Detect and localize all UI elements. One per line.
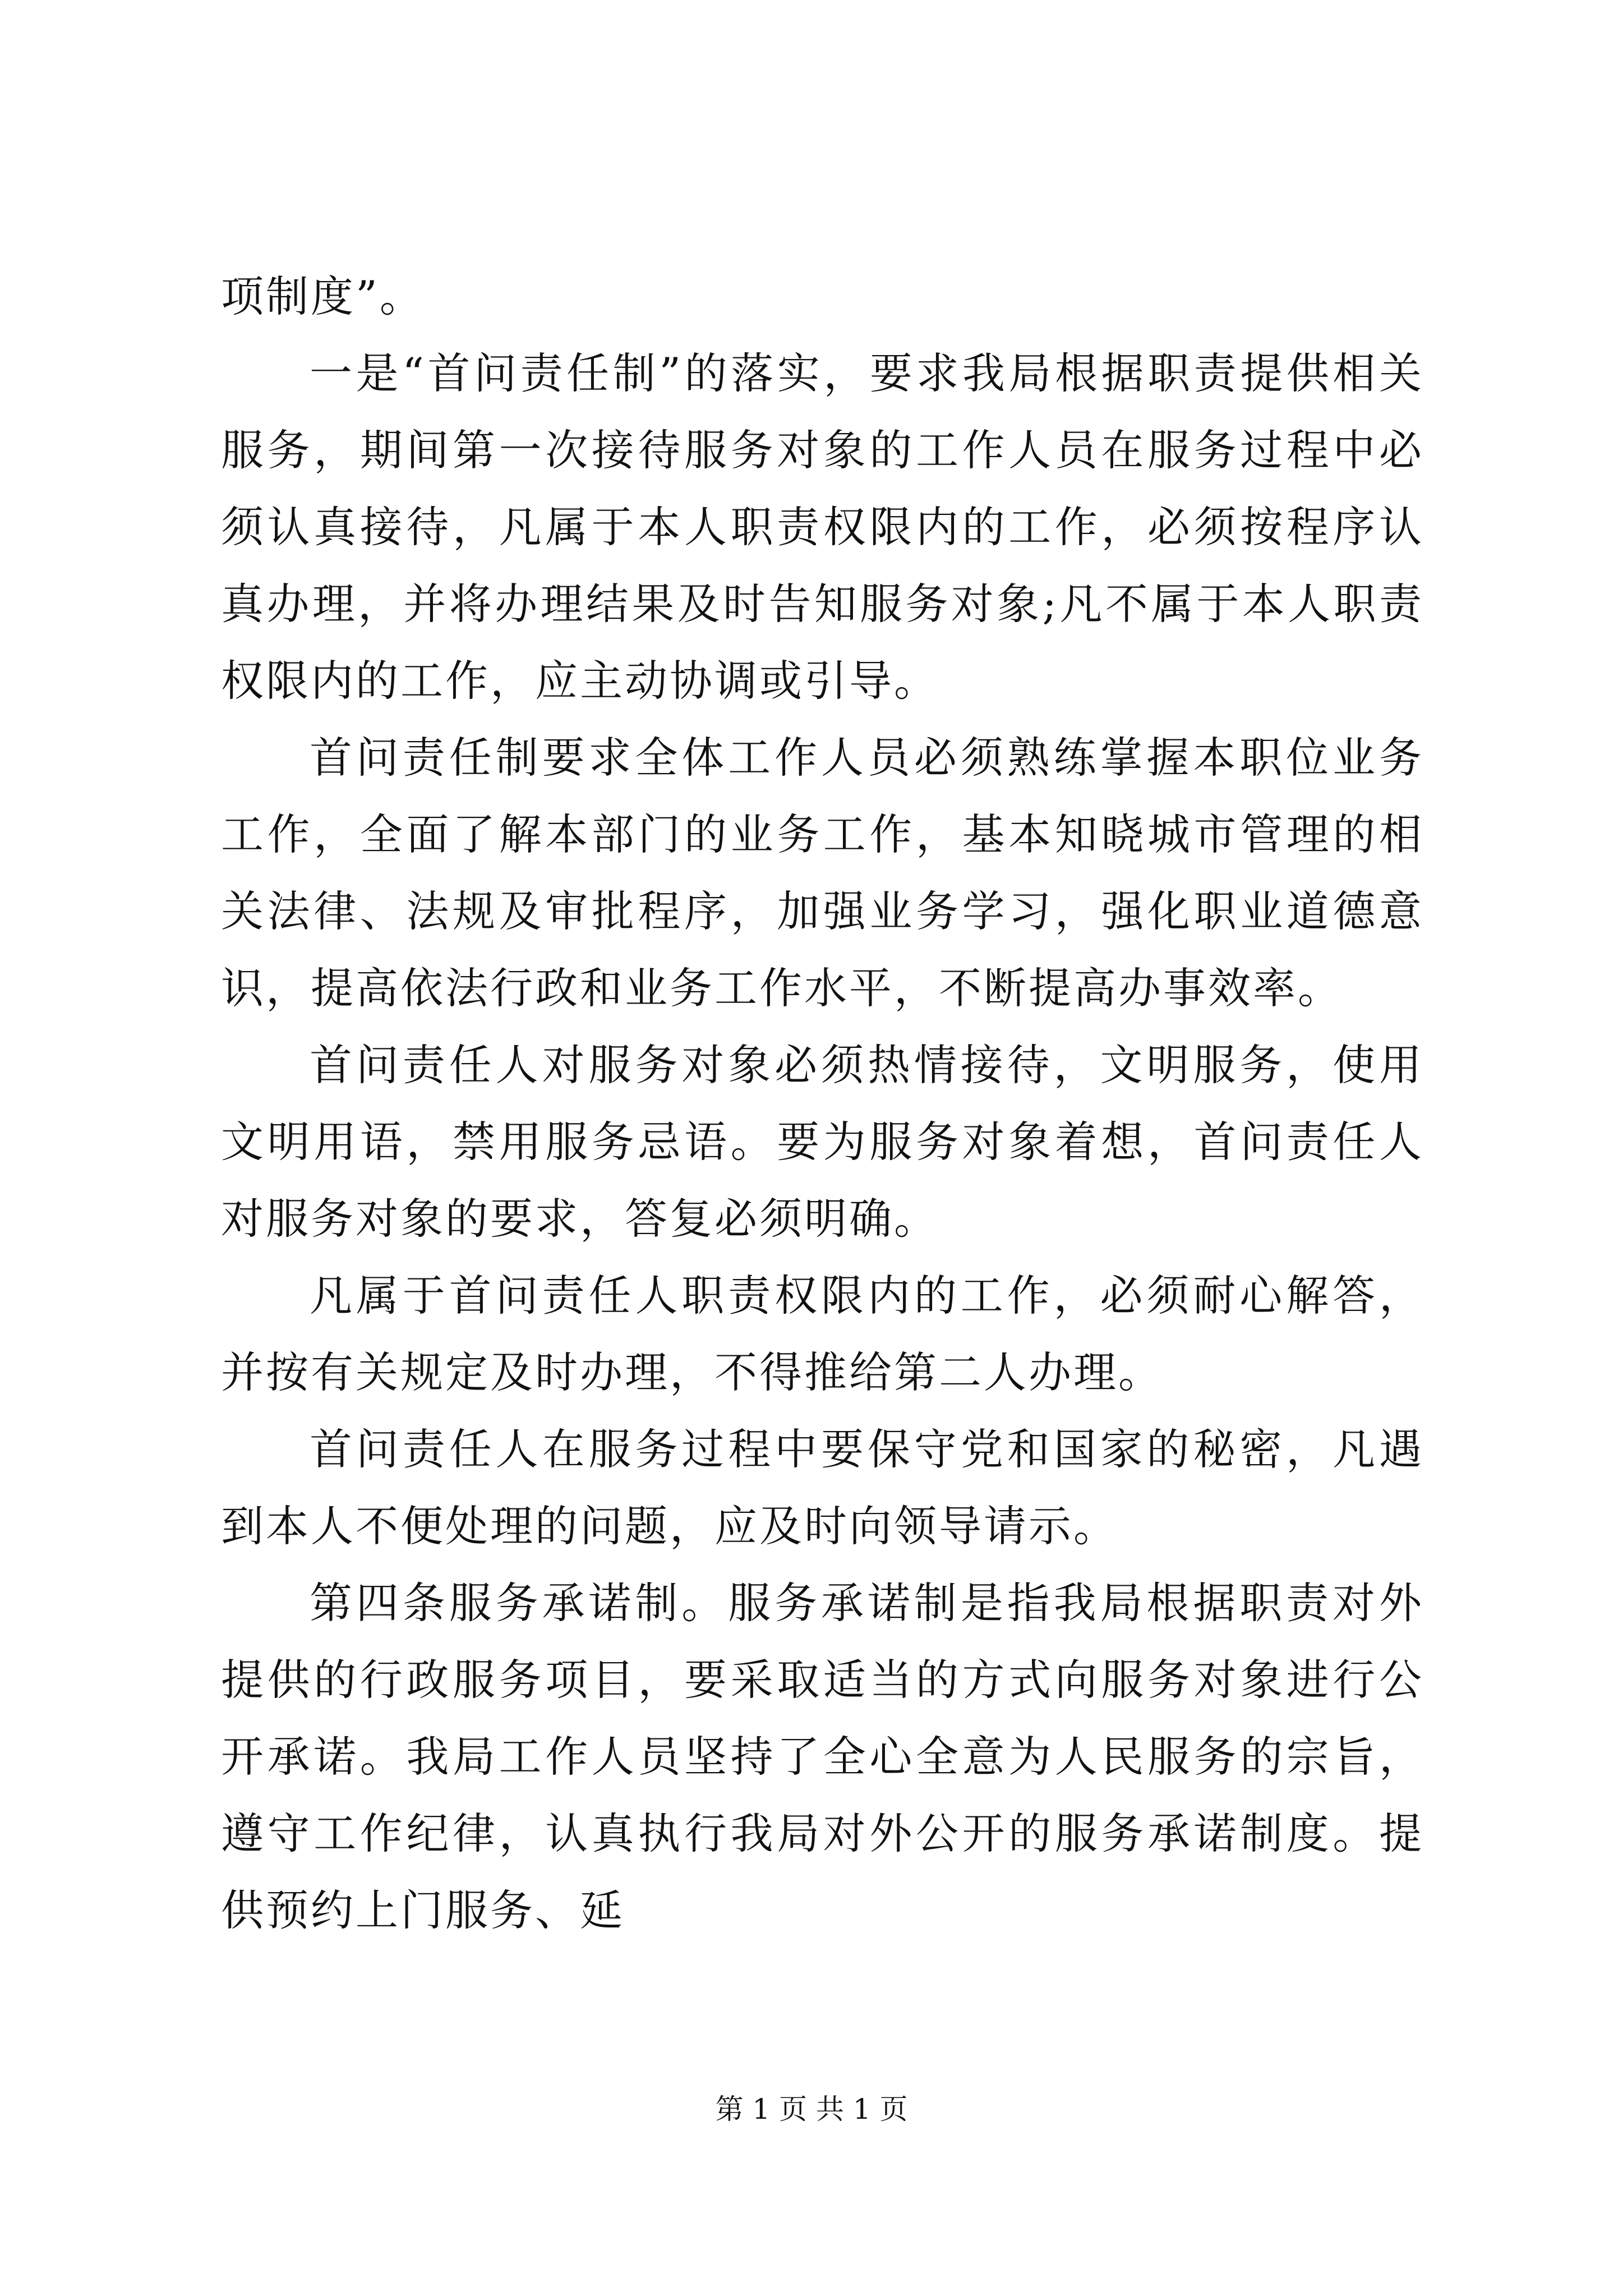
- page-number-footer: 第 1 页 共 1 页: [715, 2093, 908, 2125]
- paragraph: 首问责任制要求全体工作人员必须熟练掌握本职位业务工作，全面了解本部门的业务工作，基本知晓城市管理的相关法律、法规及审批程序，加强业务学习，强化职业道德意识，提高依法行政和业务工作水平，不断提高办事效率。: [221, 733, 1424, 1013]
- document-body: [221, 258, 1424, 1949]
- paragraph: 首问责任人在服务过程中要保守党和国家的秘密，凡遇到本人不便处理的问题，应及时向领导请示。: [221, 1424, 1424, 1551]
- paragraph: 第四条服务承诺制。服务承诺制是指我局根据职责对外提供的行政服务项目，要采取适当的方式向服务对象进行公开承诺。我局工作人员坚持了全心全意为人民服务的宗旨，遵守工作纪律，认真执行我局对外公开的服务承诺制度。提供预约上门服务、延: [221, 1578, 1424, 1935]
- paragraph: 首问责任人对服务对象必须热情接待，文明服务，使用文明用语，禁用服务忌语。要为服务对象着想，首问责任人对服务对象的要求，答复必须明确。: [221, 1040, 1424, 1244]
- paragraph: 一是“首问责任制”的落实，要求我局根据职责提供相关服务，期间第一次接待服务对象的工作人员在服务过程中必须认真接待，凡属于本人职责权限内的工作，必须按程序认真办理，并将办理结果及时告知服务对象;凡不属于本人职责权限内的工作，应主动协调或引导。: [221, 348, 1424, 706]
- paragraph-continuation: 项制度”。: [221, 272, 425, 321]
- paragraph: 凡属于首问责任人职责权限内的工作，必须耐心解答，并按有关规定及时办理，不得推给第二人办理。: [221, 1271, 1424, 1397]
